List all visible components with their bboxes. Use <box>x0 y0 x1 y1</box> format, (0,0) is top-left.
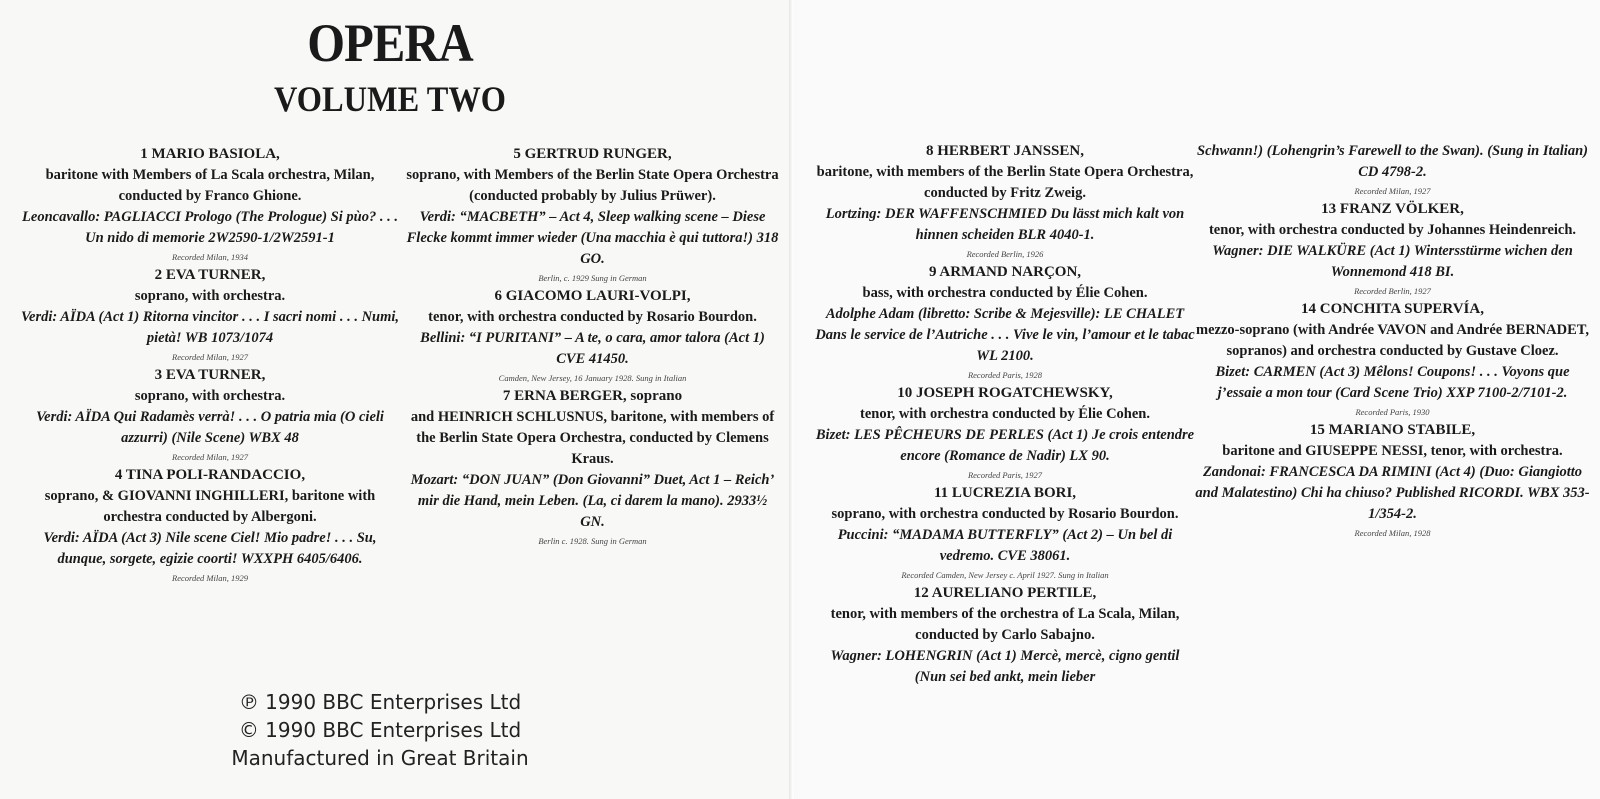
track-recording-note: Berlin, c. 1929 Sung in German <box>538 273 647 283</box>
manufacture-notice: Manufactured in Great Britain <box>231 746 529 770</box>
track-recording-note: Recorded Paris, 1927 <box>967 470 1043 480</box>
track-work: Verdi: AÏDA (Act 1) Ritorna vincitor . . . I sacri nomi . . . Numi, pietà! WB 1073/1074 <box>20 309 400 346</box>
track-heading: 8 HERBERT JANSSEN, <box>926 143 1084 159</box>
track-performers: bass, with orchestra conducted by Élie Cohen. <box>862 285 1148 301</box>
track-recording-note: Berlin c. 1928. Sung in German <box>538 536 647 546</box>
track-work: Verdi: AÏDA (Act 3) Nile scene Ciel! Mio padre! . . . Su, dunque, sorgete, egizie coorti! WXXPH 6405/6406. <box>43 530 377 567</box>
track-performers: tenor, with orchestra conducted by Élie Cohen. <box>860 406 1150 422</box>
track-work: Bellini: “I PURITANI” – A te, o cara, amor talora (Act 1) CVE 41450. <box>420 330 765 367</box>
track-recording-note: Recorded Paris, 1930 <box>1355 407 1430 417</box>
left-page <box>0 0 790 799</box>
track-work: Wagner: DIE WALKÜRE (Act 1) Wintersstürme wichen den Wonnemond 418 BI. <box>1212 243 1573 280</box>
track-heading: 13 FRANZ VÖLKER, <box>1321 201 1464 217</box>
track-11 <box>815 483 1195 583</box>
track-performers: baritone with Members of La Scala orchestra, Milan, conducted by Franco Ghione. <box>45 167 375 204</box>
track-heading: 9 ARMAND NARÇON, <box>928 264 1082 280</box>
track-heading: 10 JOSEPH ROGATCHEWSKY, <box>897 385 1113 401</box>
track-recording-note: Recorded Milan, 1927 <box>1354 186 1431 196</box>
track-performers: soprano, with orchestra. <box>134 288 286 304</box>
track-heading: 6 GIACOMO LAURI-VOLPI, <box>494 288 691 304</box>
track-10 <box>815 383 1195 483</box>
track-work: Adolphe Adam (libretto: Scribe & Mejesville): LE CHALET Dans le service de l’Autriche . . . Vive le vin, l’amour et le tabac WL 2100. <box>815 306 1195 364</box>
track-heading: 15 MARIANO STABILE, <box>1309 422 1476 438</box>
track-performers: soprano, with Members of the Berlin State Opera Orchestra (conducted probably by Julius Prüwer). <box>406 167 779 204</box>
track-performers: and HEINRICH SCHLUSNUS, baritone, with members of the Berlin State Opera Orchestra, conducted by Clemens Kraus. <box>410 409 775 467</box>
track-performers: baritone, with members of the Berlin State Opera Orchestra, conducted by Fritz Zweig. <box>816 164 1194 201</box>
track-performers: soprano, & GIOVANNI INGHILLERI, baritone with orchestra conducted by Albergoni. <box>44 488 376 525</box>
track-13 <box>1195 199 1590 299</box>
track-recording-note: Recorded Paris, 1928 <box>967 370 1043 380</box>
track-heading: 3 EVA TURNER, <box>154 367 266 383</box>
track-7 <box>405 386 780 549</box>
track-column-3 <box>815 141 1195 688</box>
phonogram-copyright: ℗ 1990 BBC Enterprises Ltd <box>238 690 522 714</box>
track-2 <box>20 265 400 365</box>
track-9 <box>815 262 1195 383</box>
track-performers: soprano, with orchestra. <box>134 388 286 404</box>
track-12 <box>815 583 1195 688</box>
track-1 <box>20 144 400 265</box>
track-heading: 5 GERTRUD RUNGER, <box>513 146 672 162</box>
track-work: Lortzing: DER WAFFENSCHMIED Du lässt mich kalt von hinnen scheiden BLR 4040-1. <box>825 206 1185 243</box>
track-heading: 12 AURELIANO PERTILE, <box>913 585 1097 601</box>
copyright-notice: © 1990 BBC Enterprises Ltd <box>238 718 522 742</box>
track-heading: 7 ERNA BERGER, soprano <box>502 388 683 404</box>
track-work: Leoncavallo: PAGLIACCI Prologo (The Prologue) Si pùo? . . . Un nido di memorie 2W2590-1/2W2591-1 <box>22 209 398 246</box>
track-heading: 1 MARIO BASIOLA, <box>140 146 280 162</box>
track-performers: baritone and GIUSEPPE NESSI, tenor, with orchestra. <box>1222 443 1563 459</box>
track-work: Mozart: “DON JUAN” (Don Giovanni” Duet, Act 1 – Reich’ mir die Hand, mein Leben. (La, ci darem la mano). 2933½ GN. <box>410 472 775 530</box>
right-page <box>795 0 1600 799</box>
track-work: Bizet: CARMEN (Act 3) Mêlons! Coupons! . . . Voyons que j’essaie a mon tour (Card Scene Trio) XXP 7100-2/7101-2. <box>1215 364 1570 401</box>
track-4 <box>20 465 400 586</box>
track-recording-note: Recorded Milan, 1927 <box>172 352 248 362</box>
page-subtitle: VOLUME TWO <box>274 79 506 119</box>
track-12-continued <box>1195 141 1590 199</box>
track-recording-note: Recorded Milan, 1927 <box>172 452 248 462</box>
track-column-1 <box>20 144 400 586</box>
track-recording-note: Recorded Berlin, 1926 <box>966 249 1044 259</box>
track-performers: soprano, with orchestra conducted by Rosario Bourdon. <box>831 506 1179 522</box>
track-recording-note: Recorded Milan, 1929 <box>172 573 248 583</box>
page-title: OPERA <box>307 13 473 73</box>
track-8 <box>815 141 1195 262</box>
track-15 <box>1195 420 1590 541</box>
track-heading: 2 EVA TURNER, <box>154 267 266 283</box>
track-recording-note: Recorded Milan, 1934 <box>172 252 248 262</box>
track-14 <box>1195 299 1590 420</box>
track-recording-note: Recorded Berlin, 1927 <box>1354 286 1431 296</box>
track-performers: tenor, with members of the orchestra of La Scala, Milan, conducted by Carlo Sabajno. <box>830 606 1180 643</box>
track-heading: 14 CONCHITA SUPERVÍA, <box>1301 301 1484 317</box>
track-performers: mezzo-soprano (with Andrée VAVON and Andrée BERNADET, sopranos) and orchestra conducted by Gustave Cloez. <box>1196 322 1589 359</box>
track-work: Verdi: “MACBETH” – Act 4, Sleep walking scene – Diese Flecke kommt immer wieder (Una macchia è qui tuttora!) 318 GO. <box>406 209 779 267</box>
track-work: Wagner: LOHENGRIN (Act 1) Mercè, mercè, cigno gentil (Nun sei bed ankt, mein lieber <box>830 648 1180 685</box>
track-heading: 11 LUCREZIA BORI, <box>933 485 1077 501</box>
track-recording-note: Recorded Milan, 1928 <box>1354 528 1431 538</box>
track-heading: 4 TINA POLI-RANDACCIO, <box>114 467 306 483</box>
track-performers: tenor, with orchestra conducted by Rosario Bourdon. <box>428 309 757 325</box>
track-work: Schwann!) (Lohengrin’s Farewell to the Swan). (Sung in Italian) CD 4798-2. <box>1197 143 1588 180</box>
copyright-block <box>200 688 560 772</box>
track-column-4 <box>1195 141 1590 541</box>
track-3 <box>20 365 400 465</box>
track-recording-note: Recorded Camden, New Jersey c. April 1927. Sung in Italian <box>901 570 1109 580</box>
track-work: Verdi: AÏDA Qui Radamès verrà! . . . O patria mia (O cieli azzurri) (Nile Scene) WBX 48 <box>36 409 384 446</box>
track-5 <box>405 144 780 286</box>
track-6 <box>405 286 780 386</box>
track-work: Puccini: “MADAMA BUTTERFLY” (Act 2) – Un bel di vedremo. CVE 38061. <box>837 527 1173 564</box>
track-work: Zandonai: FRANCESCA DA RIMINI (Act 4) (Duo: Giangiotto and Malatestino) Chi ha chiuso? Published RICORDI. WBX 353-1/354-2. <box>1195 464 1590 522</box>
track-work: Bizet: LES PÊCHEURS DE PERLES (Act 1) Je crois entendre encore (Romance de Nadir) LX 90. <box>815 427 1195 464</box>
track-performers: tenor, with orchestra conducted by Johannes Heindenreich. <box>1208 222 1577 238</box>
track-recording-note: Camden, New Jersey, 16 January 1928. Sung in Italian <box>498 373 687 383</box>
track-column-2 <box>405 144 780 549</box>
